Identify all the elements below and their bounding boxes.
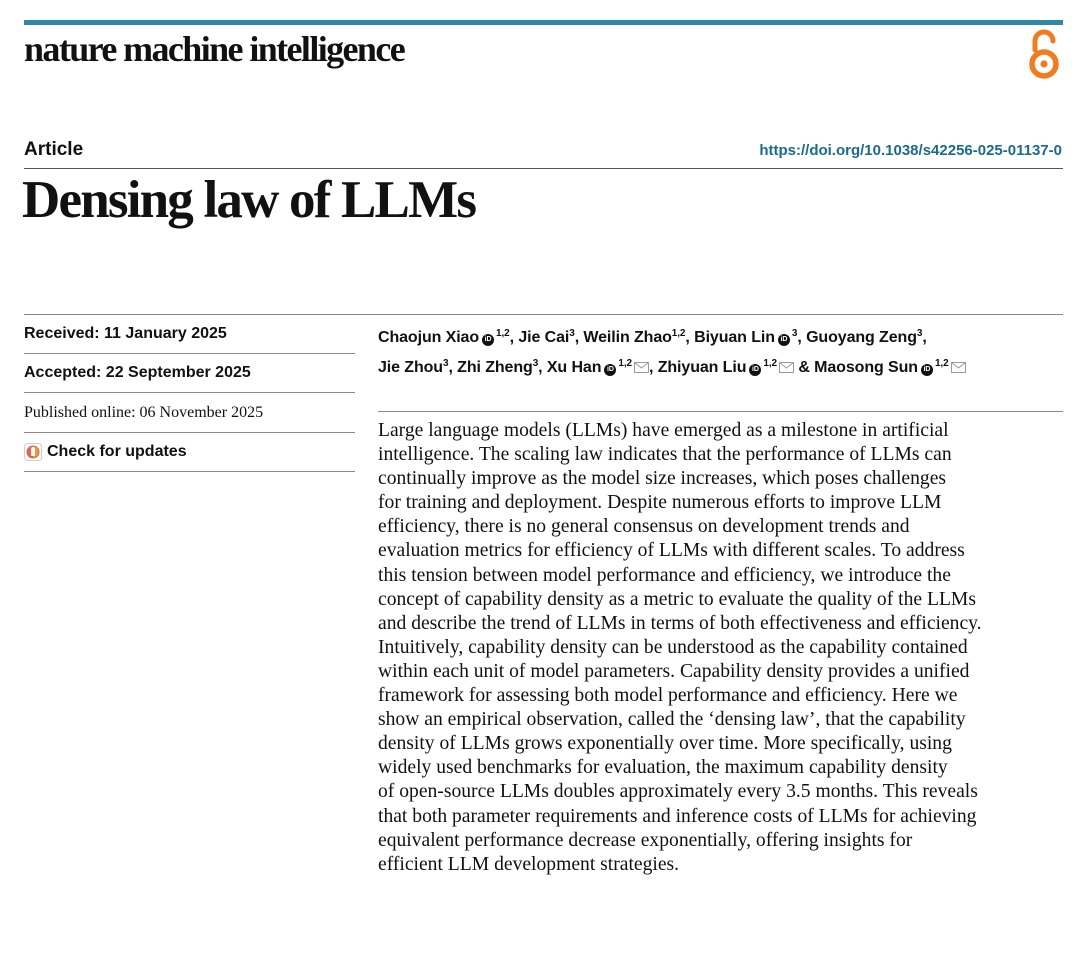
- author-separator: ,: [922, 329, 927, 346]
- author-affiliation: 3: [569, 328, 575, 339]
- author-affiliation: 1,2: [763, 358, 777, 369]
- author-separator: ,: [574, 329, 584, 346]
- abstract-line: framework for assessing both model performance and efficiency. Here we: [378, 685, 958, 707]
- abstract-divider: [378, 411, 1063, 412]
- author-name[interactable]: Zhiyuan Liu: [657, 359, 747, 376]
- abstract-line: density of LLMs grows exponentially over time. More specifically, using: [378, 733, 952, 755]
- author-separator: ,: [538, 359, 547, 376]
- abstract-line: evaluation metrics for efficiency of LLMs with different scales. To address: [378, 540, 965, 562]
- abstract-line: that both parameter requirements and inference costs of LLMs for achieving: [378, 805, 977, 827]
- abstract-line: show an empirical observation, called the ‘densing law’, that the capability: [378, 709, 966, 731]
- author-affiliation: 1,2: [496, 328, 510, 339]
- author-affiliation: 3: [916, 328, 923, 339]
- published-date: Published online: 06 November 2025: [24, 393, 355, 433]
- author: [583, 329, 694, 346]
- abstract-line: for training and deployment. Despite numerous efforts to improve LLM: [378, 492, 942, 514]
- abstract-line: of open-source LLMs doubles approximately every 3.5 months. This reveals: [378, 781, 978, 803]
- author-separator: ,: [448, 359, 458, 376]
- author-separator: &: [794, 359, 815, 376]
- abstract-line: continually improve as the model size increases, which poses challenges: [378, 468, 947, 490]
- abstract-line: Intuitively, capability density can be understood as the capability contained: [378, 636, 968, 658]
- author-separator: ,: [685, 329, 695, 346]
- abstract-line: this tension between model performance and efficiency, we introduce the: [378, 564, 951, 586]
- orcid-icon[interactable]: iD: [604, 364, 616, 376]
- author-name[interactable]: Weilin Zhao: [583, 329, 672, 346]
- author: [694, 329, 806, 346]
- orcid-icon[interactable]: iD: [921, 364, 933, 376]
- orcid-icon[interactable]: iD: [482, 334, 494, 346]
- article-type: Article: [24, 139, 84, 160]
- email-icon[interactable]: [634, 362, 649, 373]
- author-name[interactable]: Zhi Zheng: [457, 359, 533, 376]
- dates-sidebar: [24, 315, 355, 472]
- open-access-icon: [1026, 28, 1062, 82]
- abstract-line: Large language models (LLMs) have emerged as a milestone in artificial: [378, 420, 949, 441]
- doi-link[interactable]: https://doi.org/10.1038/s42256-025-01137-0: [759, 142, 1062, 159]
- orcid-icon[interactable]: iD: [749, 364, 761, 376]
- email-icon[interactable]: [951, 362, 966, 373]
- author: [378, 329, 518, 346]
- author: [658, 359, 814, 376]
- author-name[interactable]: Xu Han: [546, 359, 602, 376]
- journal-name[interactable]: nature machine intelligence: [24, 29, 405, 69]
- abstract-line: widely used benchmarks for evaluation, the maximum capability density: [378, 757, 948, 779]
- author-name[interactable]: Guoyang Zeng: [806, 329, 917, 346]
- author-separator: ,: [649, 359, 658, 376]
- abstract-line: within each unit of model parameters. Capability density provides a unified: [378, 660, 970, 682]
- author: [378, 359, 457, 376]
- abstract-line: equivalent performance decrease exponentially, offering insights for: [378, 829, 913, 851]
- check-for-updates-link[interactable]: [24, 433, 355, 472]
- orcid-icon[interactable]: iD: [778, 334, 790, 346]
- author: [806, 329, 927, 346]
- author-affiliation: 3: [791, 328, 798, 339]
- abstract-line: intelligence. The scaling law indicates that the performance of LLMs can: [378, 444, 952, 466]
- author-name[interactable]: Chaojun Xiao: [378, 329, 480, 346]
- abstract: [378, 419, 1068, 877]
- email-icon[interactable]: [779, 362, 794, 373]
- author: [518, 329, 583, 346]
- author-line-1: [378, 321, 1068, 351]
- check-for-updates-label: Check for updates: [47, 443, 187, 460]
- received-date: Received: 11 January 2025: [24, 315, 355, 354]
- accepted-date: Accepted: 22 September 2025: [24, 354, 355, 393]
- author-line-2: [378, 351, 1068, 381]
- journal-accent-bar: [24, 20, 1063, 25]
- author-affiliation: 1,2: [934, 358, 949, 369]
- author-separator: ,: [509, 329, 519, 346]
- author-name[interactable]: Jie Cai: [518, 329, 570, 346]
- abstract-line: concept of capability density as a metric to evaluate the quality of the LLMs: [378, 588, 976, 610]
- article-title: Densing law of LLMs: [22, 171, 476, 229]
- author: [814, 359, 965, 376]
- abstract-line: and describe the trend of LLMs in terms of both effectiveness and efficiency.: [378, 612, 982, 634]
- author-affiliation: 1,2: [618, 358, 632, 369]
- author-separator: ,: [797, 329, 807, 346]
- author-name[interactable]: Biyuan Lin: [694, 329, 775, 346]
- abstract-line: efficiency, there is no general consensus on development trends and: [378, 516, 910, 538]
- author-affiliation: 1,2: [671, 328, 686, 339]
- author: [547, 359, 658, 376]
- title-divider: [24, 168, 1063, 169]
- author: [457, 359, 547, 376]
- author-affiliation: 3: [442, 358, 449, 369]
- author-name[interactable]: Maosong Sun: [814, 359, 918, 376]
- check-for-updates-icon: [24, 443, 42, 461]
- author-name[interactable]: Jie Zhou: [378, 359, 443, 376]
- author-affiliation: 3: [532, 358, 539, 369]
- author-list: [378, 321, 1068, 381]
- abstract-line: efficient LLM development strategies.: [378, 853, 680, 875]
